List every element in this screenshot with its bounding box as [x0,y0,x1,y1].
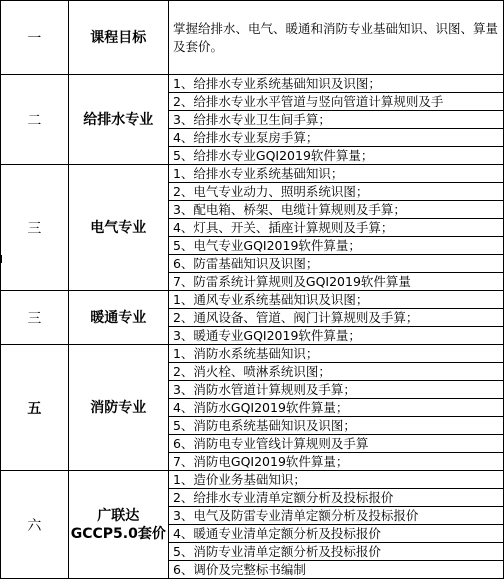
list-item: 1、造价业务基础知识； [169,471,503,489]
table-row-hvac [1,291,504,345]
list-item: 1、通风专业系统基础知识及识图； [169,291,503,309]
list-item: 2、消火栓、喷淋系统识图； [169,363,503,381]
course-goal-text: 掌握给排水、电气、暖通和消防专业基础知识、识图、算量及套价。 [172,20,498,54]
list-item: 1、给排水专业系统基础知识及识图； [169,75,503,93]
row-content [168,1,503,75]
row-number: 二 [1,75,69,165]
list-item: 1、消防水系统基础知识； [169,345,503,363]
row-number: 六 [1,471,69,579]
table-row-fire [1,345,504,471]
row-content [168,165,503,291]
list-item: 1、给排水专业系统基础知识； [169,165,503,183]
list-item: 6、调价及完整标书编制 [172,562,306,577]
list-item: 7、防雷系统计算规则及GQI2019软件算量 [172,274,411,289]
row-title: 消防专业 [68,345,168,471]
list-item: 5、电气专业GQI2019软件算量； [169,237,503,255]
list-item: 6、消防电专业管线计算规则及手算 [169,435,503,453]
table-row-electrical [1,165,504,291]
list-item: 5、消防电系统基础知识及识图； [169,417,503,435]
list-item: 2、电气专业动力、照明系统识图； [169,183,503,201]
row-content [168,75,503,165]
list-item: 6、防雷基础知识及识图； [169,255,503,273]
row-content [168,471,503,579]
edge-marker [0,255,2,263]
table-row-goal [1,1,504,75]
list-item: 2、通风设备、管道、阀门计算规则及手算； [169,309,503,327]
row-number: 一 [1,1,69,75]
table-row-pricing [1,471,504,579]
list-item: 3、配电箱、桥架、电缆计算规则及手算； [169,201,503,219]
list-item: 3、暖通专业GQI2019软件算量； [172,328,361,343]
list-item: 3、给排水专业卫生间手算； [169,111,503,129]
row-number: 三 [1,291,69,345]
row-title-line2: GCCP5.0套价 [70,525,166,542]
row-content [168,345,503,471]
list-item: 3、消防水管道计算规则及手算； [169,381,503,399]
row-title: 给排水专业 [68,75,168,165]
row-title-line1: 广联达 [97,507,140,524]
list-item: 2、给排水专业水平管道与竖向管道计算规则及手 [169,93,503,111]
list-item: 7、消防电GQI2019软件算量； [172,454,349,469]
row-number: 三 [1,165,69,291]
list-item: 5、消防专业清单定额分析及投标报价 [169,543,503,561]
list-item: 2、给排水专业清单定额分析及投标报价 [169,489,503,507]
row-number: 五 [1,345,69,471]
list-item: 4、暖通专业清单定额分析及投标报价 [169,525,503,543]
row-title: 课程目标 [68,1,168,75]
list-item: 3、电气及防雷专业清单定额分析及投标报价 [169,507,503,525]
row-title: 电气专业 [68,165,168,291]
row-title: 暖通专业 [68,291,168,345]
list-item: 4、给排水专业泵房手算； [169,129,503,147]
row-title [68,471,168,579]
list-item: 4、消防水GQI2019软件算量； [169,399,503,417]
table-row-plumbing [1,75,504,165]
list-item: 5、给排水专业GQI2019软件算量； [172,148,374,163]
row-content [168,291,503,345]
list-item: 4、灯具、开关、插座计算规则及手算； [169,219,503,237]
